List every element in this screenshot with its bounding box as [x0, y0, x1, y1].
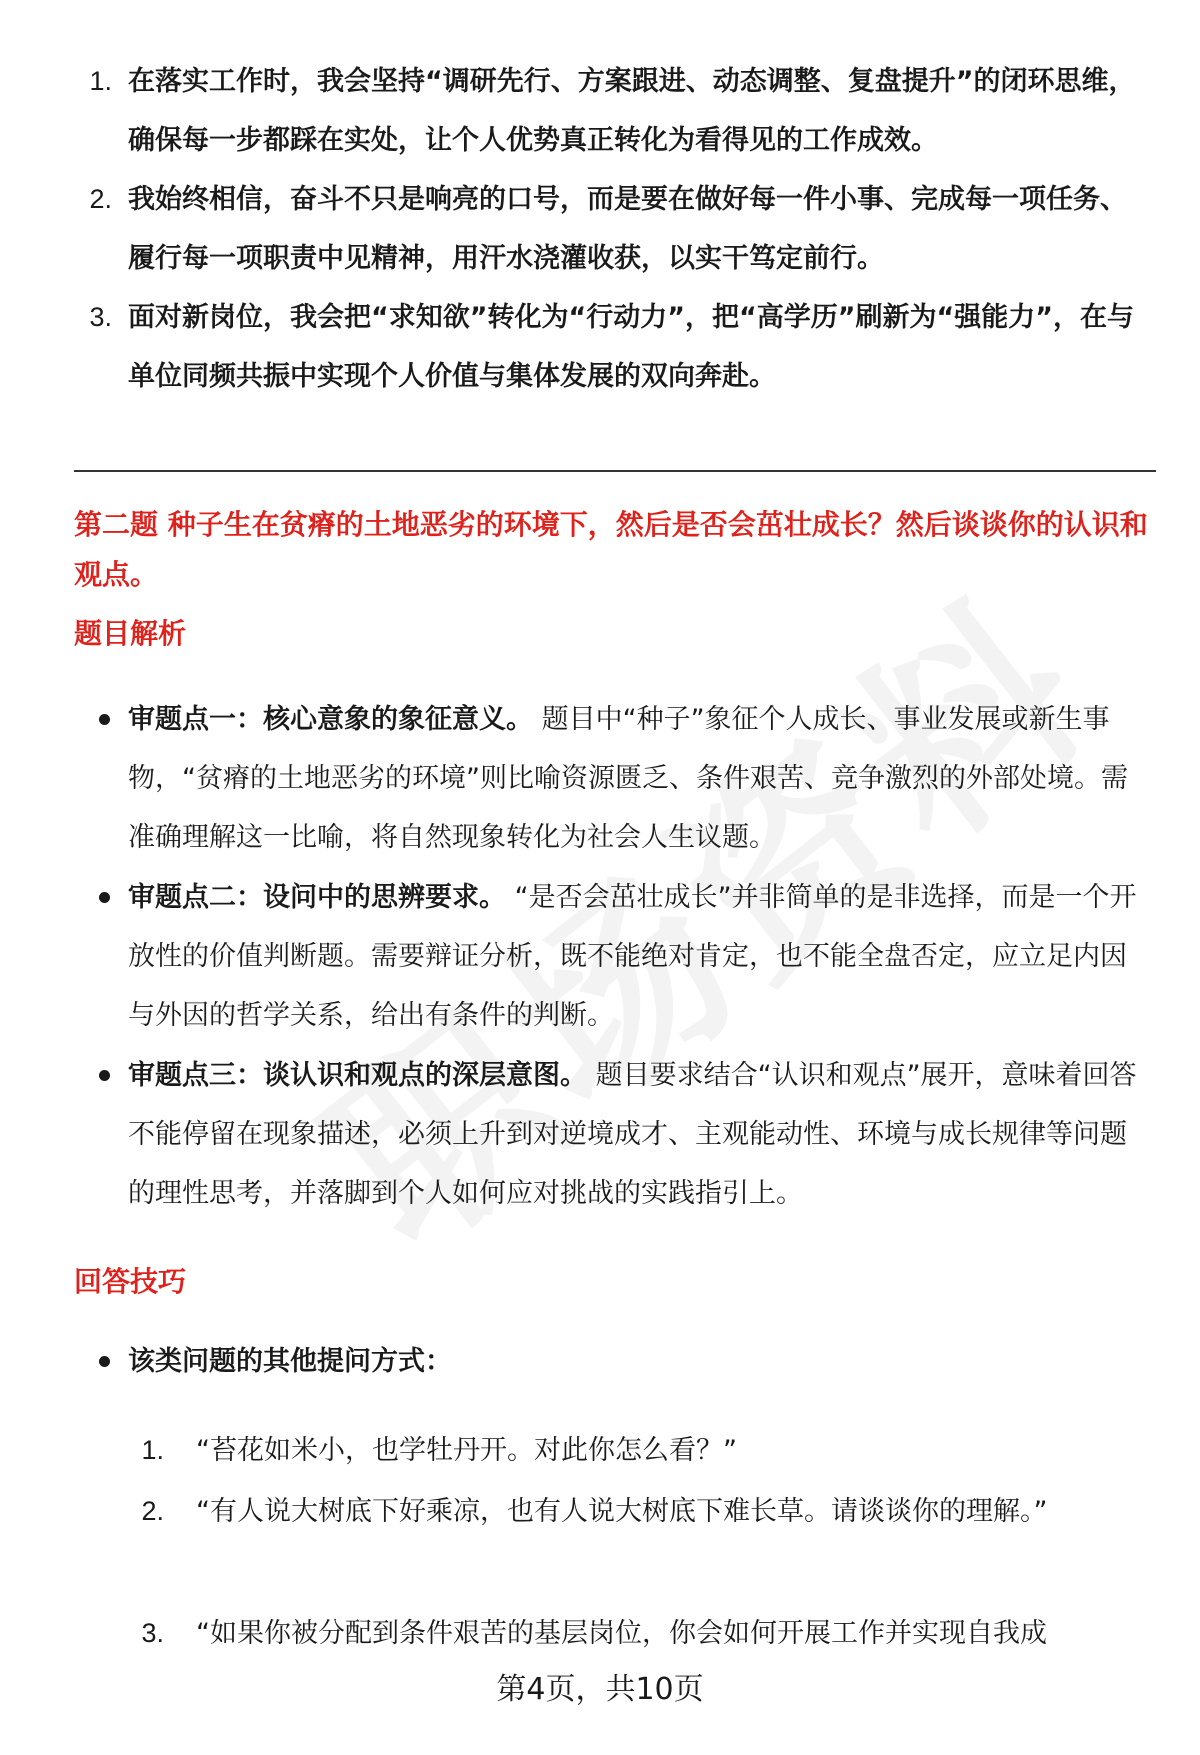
list-item-text: 在落实工作时，我会坚持“调研先行、方案跟进、动态调整、复盘提升”的闭环思维，确保每一步都踩在实处，让个人优势真正转化为看得见的工作成效。	[128, 66, 1136, 156]
commitment-list	[0, 52, 1200, 406]
page-number-footer: 第4页，共10页	[496, 1672, 704, 1707]
bullet-icon	[99, 1070, 110, 1081]
list-number: 3.	[89, 302, 112, 332]
analysis-point-body: “是否会茁壮成长”并非简单的是非选择，而是一个开放性的价值判断题。需要辩证分析，既不能绝对肯定，也不能全盘否定，应立足内因与外因的哲学关系，给出有条件的判断。	[128, 882, 1137, 1031]
analysis-points	[0, 690, 1200, 1224]
list-item	[0, 52, 1148, 170]
list-item-text: “如果你被分配到条件艰苦的基层岗位，你会如何开展工作并实现自我成	[196, 1618, 1047, 1649]
tips-list	[0, 1332, 1200, 1391]
tips-bullet	[0, 1332, 1148, 1391]
list-item	[0, 288, 1148, 406]
list-item-text: 我始终相信，奋斗不只是响亮的口号，而是要在做好每一件小事、完成每一项任务、履行每一项职责中见精神，用汗水浇灌收获，以实干笃定前行。	[128, 184, 1127, 274]
section-divider	[74, 470, 1156, 472]
analysis-point-body: 题目要求结合“认识和观点”展开，意味着回答不能停留在现象描述，必须上升到对逆境成才、主观能动性、环境与成长规律等问题的理性思考，并落脚到个人如何应对挑战的实践指引上。	[128, 1060, 1137, 1209]
tips-heading: 回答技巧	[74, 1265, 187, 1298]
list-number: 2.	[141, 1496, 164, 1526]
alternative-questions-list	[0, 1420, 1200, 1664]
list-item-text: “有人说大树底下好乘凉，也有人说大树底下难长草。请谈谈你的理解。”	[196, 1496, 1048, 1527]
bullet-icon	[99, 714, 110, 725]
bullet-icon	[99, 1356, 110, 1367]
analysis-point	[0, 868, 1148, 1046]
tips-bullet-text: 该类问题的其他提问方式：	[128, 1346, 452, 1377]
analysis-point-head: 审题点二：设问中的思辨要求。	[128, 882, 506, 913]
analysis-point-body: 题目中“种子”象征个人成长、事业发展或新生事物，“贫瘠的土地恶劣的环境”则比喻资源匮乏、条件艰苦、竞争激烈的外部处境。需准确理解这一比喻，将自然现象转化为社会人生议题。	[128, 704, 1128, 853]
analysis-point-head: 审题点三：谈认识和观点的深层意图。	[128, 1060, 587, 1091]
list-item-text: 面对新岗位，我会把“求知欲”转化为“行动力”，把“高学历”刷新为“强能力”，在与单位同频共振中实现个人价值与集体发展的双向奔赴。	[128, 302, 1134, 392]
question-title: 第二题 种子生在贫瘠的土地恶劣的环境下，然后是否会茁壮成长？然后谈谈你的认识和观点。	[74, 508, 1148, 591]
analysis-point	[0, 1046, 1148, 1224]
analysis-heading: 题目解析	[74, 617, 187, 650]
analysis-point	[0, 690, 1148, 868]
bullet-icon	[99, 892, 110, 903]
list-item-text: “苔花如米小，也学牡丹开。对此你怎么看？”	[196, 1435, 737, 1466]
list-number: 2.	[89, 184, 112, 214]
list-item	[0, 1420, 1146, 1481]
list-item	[0, 1481, 1146, 1603]
list-item	[0, 1603, 1146, 1664]
list-number: 3.	[141, 1618, 164, 1648]
list-number: 1.	[89, 66, 112, 96]
list-item	[0, 170, 1148, 288]
list-number: 1.	[141, 1435, 164, 1465]
analysis-point-head: 审题点一：核心意象的象征意义。	[128, 704, 533, 735]
